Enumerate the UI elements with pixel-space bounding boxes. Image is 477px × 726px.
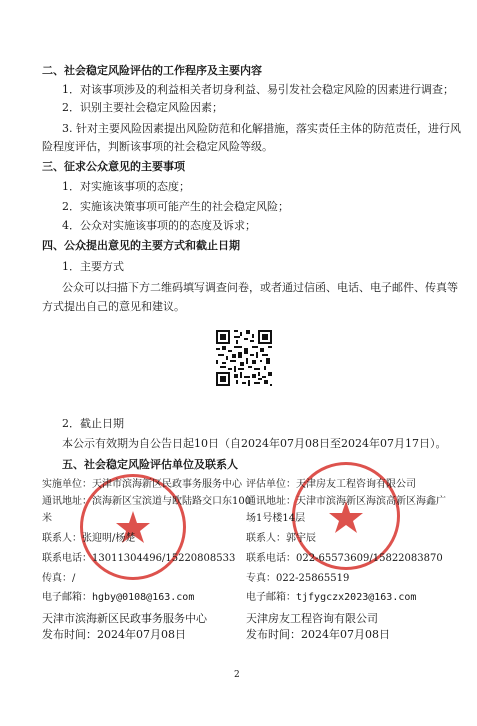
section-4-subtitle-deadline: 2．截止日期	[62, 417, 124, 430]
page-number: 2	[234, 670, 240, 680]
left-sign-date: 发布时间：2024年07月08日	[42, 628, 186, 641]
left-phone: 联系电话：13011304496/15220808533	[42, 553, 236, 564]
section-4-deadline-text: 本公示有效期为自公告日起10日（自2024年07月08日至2024年07月17日）。	[62, 437, 447, 450]
section-3-item-1: 1．对实施该事项的态度；	[62, 180, 190, 193]
left-contact: 联系人：张迎明/杨楚	[42, 533, 136, 544]
section-3-title: 三、征求公众意见的主要事项	[42, 160, 185, 173]
section-2-item-3-line-2: 险程度评估，判断该事项的社会稳定风险等级。	[42, 140, 273, 153]
section-2-title: 二、社会稳定风险评估的工作程序及主要内容	[42, 64, 262, 77]
right-contact: 联系人：郭宇辰	[246, 533, 316, 544]
section-3-item-2: 2．实施该决策事项可能产生的社会稳定风险；	[62, 200, 289, 213]
left-email[interactable]: hgby@0108@163.com	[92, 592, 195, 603]
section-4-subtitle-method: 1．主要方式	[62, 260, 124, 273]
left-address-line-2: 米	[42, 513, 52, 524]
right-fax: 专真：022-25865519	[246, 573, 350, 584]
left-address-line-1: 通讯地址：滨海新区宝滨道与欧陆路交口东100	[42, 496, 252, 507]
right-phone: 联系电话：022-65573609/15822083870	[246, 553, 443, 564]
left-fax: 传真：/	[42, 573, 76, 584]
section-4-title: 四、公众提出意见的主要方式和截止日期	[42, 239, 240, 252]
right-email-label: 电子邮箱：	[246, 592, 296, 603]
right-sign-date: 发布时间：2024年07月08日	[246, 628, 390, 641]
section-5-title: 五、社会稳定风险评估单位及联系人	[62, 458, 238, 471]
right-address-line-2: 场1号楼14层	[246, 513, 306, 524]
right-sign-name: 天津房友工程咨询有限公司	[246, 612, 378, 625]
left-email-label: 电子邮箱：	[42, 592, 92, 603]
left-unit: 实施单位：天津市滨海新区民政事务服务中心	[42, 479, 242, 490]
right-email-row	[246, 591, 416, 605]
section-4-paragraph-line-1: 公众可以扫描下方二维码填写调查问卷，或者通过信函、电话、电子邮件、传真等	[62, 281, 458, 294]
section-2-item-2: 2．识别主要社会稳定风险因素；	[62, 101, 223, 114]
left-email-row	[42, 591, 194, 605]
left-sign-name: 天津市滨海新区民政事务服务中心	[42, 612, 207, 625]
section-3-item-3: 4．公众对实施该事项的的态度及诉求；	[62, 219, 256, 232]
qr-code[interactable]	[216, 330, 272, 386]
right-address-line-1: 通讯地址：天津市滨海新区海滨高新区海鑫广	[246, 496, 446, 507]
section-4-paragraph-line-2: 方式提出自己的意见和建议。	[42, 300, 185, 313]
right-email[interactable]: tjfygczx2023@163.com	[296, 592, 417, 603]
section-2-item-1: 1．对该事项涉及的利益相关者切身利益、易引发社会稳定风险的因素进行调查；	[62, 83, 454, 96]
right-unit: 评估单位：天津房友工程咨询有限公司	[246, 479, 416, 490]
section-2-item-3-line-1: 3. 针对主要风险因素提出风险防范和化解措施，落实责任主体的防范责任，进行风	[62, 122, 461, 135]
